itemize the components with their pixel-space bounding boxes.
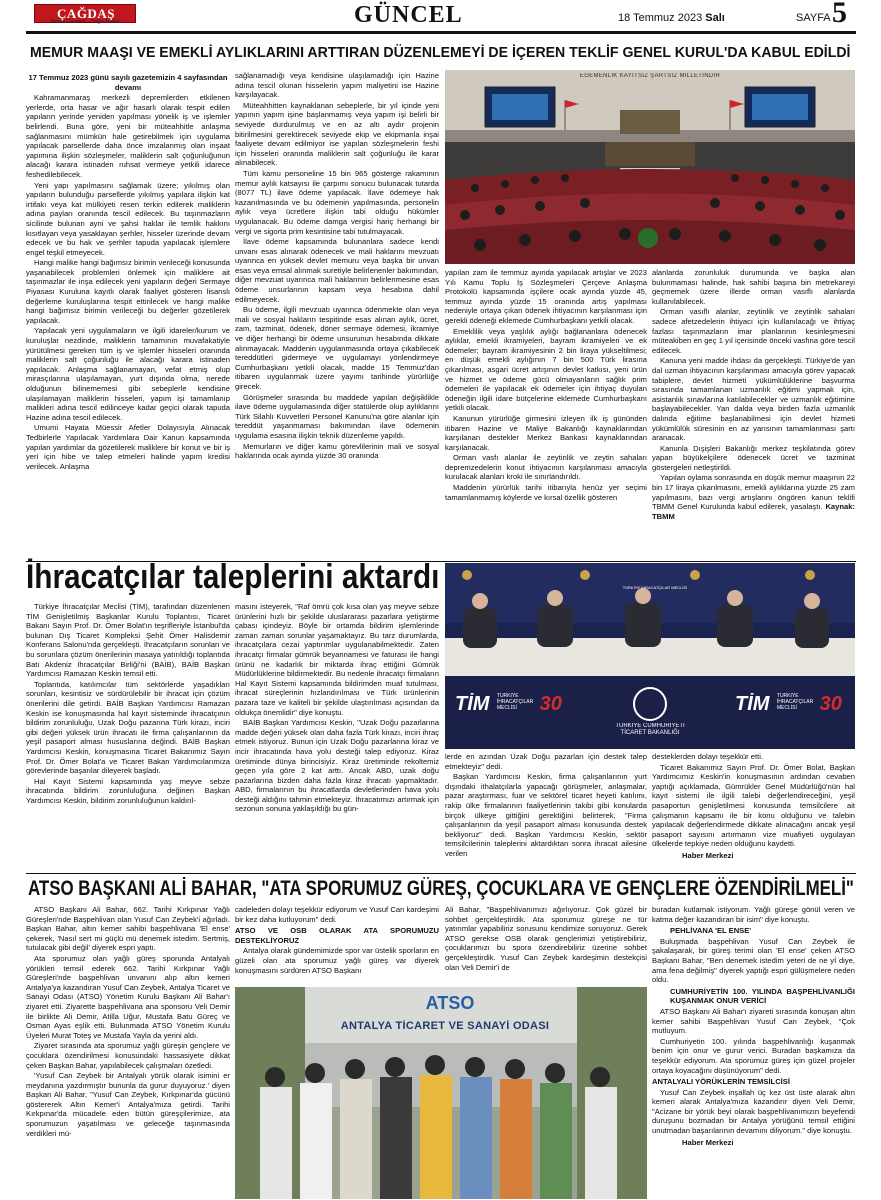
paragraph: Memurların ve diğer kamu görevlilerinin mali ve sosyal haklarında ocak ayında yüzde 30 oranında	[235, 441, 439, 461]
paragraph: 'Yusuf Can Zeybek bir Antalyalı yörük olarak isimini er meydanına yazdırmıştır bununla da gurur duyuyoruz.' diyen Başkan Ali Bahar, "Yusuf Can Zeybek, Kırkpınar'da gücünü göstererek Altın Kemer'i Antalya'mıza getirdi. Tarihi Kırkpınar'da mücadele eden bütün güreşçilerimize, ata sporumuzun yaşatılması ve geleceğe taşınmasında verdikleri mü-	[26, 1071, 230, 1138]
article3-col3	[445, 905, 647, 985]
tim-banner-top: TÜRKİYE İHRACATÇILAR MECLİSİ	[622, 585, 688, 590]
paragraph: Orman vasfı alanlar ile zeytinlik ve zeytin sahaları depremzedelerin konut ihtiyacının karşılanması amacıyla kurulacak alanları kroki ile sınırlandırıldı.	[445, 453, 647, 482]
parliament-banner: EGEMENLİK KAYITSIZ ŞARTSIZ MİLLETİNDİR	[579, 73, 721, 79]
paragraph: Görüşmeler sırasında bu maddede yapılan değişiklikle ilave ödeme uygulamasında diğer statülerde olup aylıklarını Türk Silahlı Kuvvetleri Personel Kanunu'na göre alanlar için tereddüt yaşanmaması bakımından ilave ödemenin uygulama esasına ilişkin teknik düzenleme yapıldı.	[235, 392, 439, 440]
logo-tagline: Burdur Gazetesi - Doğru Haber	[50, 19, 120, 25]
date-day: 18 Temmuz 2023	[618, 12, 703, 24]
article2-source: Haber Merkezi	[682, 850, 734, 860]
article2-headline: İhracatçılar taleplerini aktardı	[26, 558, 440, 596]
logo-text: ÇAĞDAŞ	[57, 6, 115, 21]
ministry-caption: TÜRKİYE CUMHURİYETİ TİCARET BAKANLIĞI	[615, 723, 685, 736]
paragraph: BAİB Başkan Yardımcısı Keskin, "Uzak Doğu pazarlarına madde değeri yüksek olan daha fazla Türk kirazı, inciri ihraç etmek istiyoruz. Bunun için Uzak Doğu pazarlarına kiraz ve incir ihracatında hava yolu desteği talep ediyoruz. Kiraz üretiminde dünya birincisiyiz. Kiraz üretiminde rekoltemiz geçen yıla göre 2 kat arttı. Ancak ABD, uzak doğu pazarlarına bizden daha fazla kiraz ihracatı yapmaktadır. ABD, firmalarının bu ihracatlarda devletlerinden hava yolu desteği aldığını tahmin etmekteyiz. İhracatımızı artırmak için sezonun sonuna yaklaşıldığı bu gün-	[235, 718, 439, 814]
paragraph: buradan kutlamak istiyorum. Yağlı güreşe gönül veren ve katma değer kazandıran bir isim" diye konuştu.	[652, 905, 855, 924]
article3-subheading: CUMHURİYETİN 100. YILINDA BAŞPEHLİVANLIĞI KUŞANMAK ONUR VERİCİ	[670, 986, 855, 1006]
tim-logo-caption: TÜRKİYE İHRACATÇILAR MECLİSİ	[496, 693, 534, 711]
paragraph: masını isteyerek, "Raf ömrü çok kısa olan yaş meyve sebze ürünlerini hızlı bir şekilde uluslararası pazarlara yetiştirme çabası içindeyiz. Böyle bir ortamda bildirim işlemlerinde zaman zaman sorunlar yaşamaktayız. Bu tarz durumlarda, ihracatçılara cezai yaptırımlar uygulanabilmektedir. Zaten ihracatçı firmalar gümrük beyannamesi ve faturası ile hangi ürünü ne kadarlık bir miktarda ihraç ettiğini Gümrük Müdürlüklerine bildirmektedir. Bu nedenle ihracatçı firmaların Hal Kayıt Sistemi kapsamında bildirimden muaf tutulması, ihracat süreçlerinin hızlandırılması ve Türk ürünlerinin pazara taze ve kaliteli bir şekilde ulaştırılması açısından da oldukça önemlidir" diye konuştu.	[235, 602, 439, 717]
article3-headline: ATSO BAŞKANI ALİ BAHAR, "ATA SPORUMUZ GÜREŞ, ÇOCUKLARA VE GENÇLERE ÖZENDİRİLMELİ"	[28, 877, 854, 900]
article1-col2	[235, 71, 439, 559]
paragraph: lerde en azından Uzak Doğu pazarları için destek talep etmekteyiz" dedi.	[445, 752, 647, 771]
paragraph: Müteahhitten kaynaklanan sebeplerle, bir yıl içinde yeni yapının yapım işine başlanmamış veya yapım işi belirli bir seviyede durdurulmuş ve en az altı aydır projenin bitirilmesini gerektirecek seviyede ekip ve ekipmanla inşai faaliyete devam edilmiyor ise yapılan sözleşmelerin feshi için hisseleri oranında maliklerin salt çoğunluğu ile karar alınabilecek.	[235, 100, 439, 168]
paragraph: Umumi Hayata Müessir Afetler Dolayısıyla Alınacak Tedbirlerle Yapılacak Yardımlara Dair Kanun kapsamında yapılan yardımlar da gözetilerek maliklere bir konut ve bir iş yeri için hibe ve talep etmeleri halinde yapım kredisi verilecek. Anlaşma	[26, 423, 230, 471]
parliament-illustration	[445, 70, 855, 264]
paragraph: Ata sporumuz olan yağlı güreş sporunda Antalyalı yörükleri temsil ederek 662. Tarihi Kırkpınar Yağlı Güreşleri'nde başpehlivan unvanını alıp altın kemeri Antalya'ya kazandıran Yusuf Can Zeybek, Antalya Ticaret ve Sanayi Odası (ATSO) Yönetim Kurulu Başkanı Ali Bahar'ı ziyaret etti. Ziyarette başpehlivana ana sponsoru Veli Demir ile birlikte Ali Demir, Atilla Uğur, Mustafa Batu Güreç ve Osman Ayas eşlik etti. Bulunmada ATSO Yönetim Kurulu Üyeleri Murat Toteş ve Mustafa Yayla da yerini aldı.	[26, 953, 230, 1040]
tim-meeting-photo	[445, 563, 855, 749]
article2-col2	[235, 602, 439, 870]
atso-group-illustration	[235, 987, 647, 1199]
tim-logo-text: TİM	[735, 693, 770, 715]
article3-subheading: PEHLİVANA 'EL ENSE'	[670, 926, 752, 936]
paragraph: Hal Kayıt Sistemi kapsamında yaş meyve sebze ihracatında bildirim zorunluluğuna değinen Başkan Yardımcısı Keskin, bildirim zorunluluğunun kaldırıl-	[26, 776, 230, 805]
atso-visit-photo	[235, 987, 647, 1199]
article1-col4	[652, 268, 855, 559]
article1-lead: 17 Temmuz 2023 günü sayılı gazetemizin 4 sayfasından devamı	[28, 73, 228, 92]
paragraph: Hangi malike hangi bağımsız birimin verileceği konusunda yaşanabilecek problemleri önlemek için maliklere ait taşınmazlar ile inşa edilecek yeni yapıların değeri Sermaye Piyasası Kuruluna kayıtlı olarak faaliyet gösteren lisanslı değerleme kuruluşlarına tespit ettirilecek ve hangi malike hangi bağımsız birimin verileceği bu değerler gözetilerek yapılacak.	[26, 258, 230, 325]
paragraph: Yeni yapı yapılmasını sağlamak üzere; yıkılmış olan yapıların bulunduğu parsellerde yıkılmış yapılara ilişkin kat irtifakı veya kat mülkiyeti resen terkin edilerek maliklerin adına payları oranında tescil edilecek. Bu taşınmazların sicilinde bulunan ayni ve şahsi haklar ile temlik hakkını kısıtlayan veya yasaklayan şerhler, hisseler üzerinde devam edecek ve bu hak ve şerhler tapuda yapılacak işlemlere engel teşkil etmeyecek.	[26, 180, 230, 257]
paragraph: Emeklilik veya yaşlılık aylığı bağlananlara ödenecek aylıklar, emekli ikramiyeleri, bayram ikramiyeleri ve ek ödemeler; bayram ikramiyesinin 2 bin liraya yükseltilmesi; en düşük emekli aylığının 7 bin 500 Türk lirasına çıkarılması, asgari ücret artışının devlet katkısı, yeni ürün ve hizmet ve ödeme gücü olmayanların sağlık prim ödemeleri ile yapılacak ek ödemeler için ihtiyaç duyulan ödeneğin ilgili idare bütçelerine eklemede Cumhurbaşkanı yetkili olacak.	[445, 326, 647, 413]
section-title: GÜNCEL	[354, 2, 463, 28]
tim-logo-right	[735, 693, 855, 733]
article3-source: Haber Merkezi	[682, 1137, 734, 1147]
article3-col2	[235, 905, 439, 985]
tim-logo-caption: TÜRKİYE İHRACATÇILAR MECLİSİ	[776, 693, 814, 711]
tim-logo-text: TİM	[455, 693, 490, 715]
atso-sign-text: ANTALYA TİCARET VE SANAYİ ODASI	[340, 1020, 550, 1032]
masthead-rule	[26, 31, 856, 34]
tim-logo-left	[455, 693, 575, 733]
paragraph: Ziyaret sırasında ata sporumuz yağlı güreşin gençlere ve çocuklara özendirilmesi konusundaki hassasiyete dikkat çeken Başkan Bahar, yapılabilecek çalışmaları özetledi.	[26, 1041, 230, 1070]
paragraph: Ali Bahar, "Başpehlivanımızı ağırlıyoruz. Çok güzel bir sohbet gerçekleştirdik. Ata sporumuz güreşe ne tür yatırımlar yapabiliriz sorusunu kendimize soruyoruz. Gerek ATSO gerekse OSB olarak gençlerimizi yetiştirebiliriz, çocuklarımızı bu spora özendirebiliriz üzerine sohbet gerçekleştirdik. Yusuf Can Zeybek kardeşimin destekçisi olan Veli Demir'i de	[445, 905, 647, 972]
atso-sign-logo: ATSO	[425, 993, 475, 1013]
article3-subheading: ATSO VE OSB OLARAK ATA SPORUMUZU DESTEKLİYORUZ	[235, 926, 439, 945]
paragraph: cadeleden dolayı teşekkür ediyorum ve Yusuf Can kardeşimi bir kez daha kutluyorum" dedi.	[235, 905, 439, 924]
paragraph: sağlanamadığı veya kendisine ulaşılamadığı için Hazine adına tescil olunan hisselerin yapım maliyetini ise Hazine karşılayacak.	[235, 71, 439, 100]
paragraph: Orman vasıflı alanlar, zeytinlik ve zeytinlik sahaları sadece afetzedelerin ihtiyacı için kullanılacağı ve ihtiyaç fazlası taşınmazların imar planlarının kesinleşmesini müteakiben en geç 1 yıl içerisinde önceki vasfına göre tescil edilecek.	[652, 307, 855, 355]
paragraph: alanlarda zorunluluk durumunda ve başka alan bulunmaması halinde, hak sahibi başına bin metrekareyi geçmemek üzere illerde orman vasıflı alanlarda kullanılabilecek.	[652, 268, 855, 306]
paragraph: Ticaret Bakanımız Sayın Prof. Dr. Ömer Bolat, Başkan Yardımcımız Keskin'in konuşmasının ardından cevaben yaptığı açıklamada, Gümrükler Genel Müdürlüğü'nün hal kayıt sistemi ile ilgili talebi değerlendireceğini, yeşil pasaportun genişletilmesi konusunda temsilcilere ait çalışmanın kapsamı ile bir konu olduğunu ve talebin yapılacak değerlendirmede dikkate alınacağını ancak yeşil pasaport sayısını artırmanın vize muafiyeti uygulayan ülkelerde tepkiye neden olduğunu kaydetti.	[652, 762, 855, 849]
paragraph: yapılan zam ile temmuz ayında yapılacak artışlar ve 2023 Yılı Kamu Toplu İş Sözleşmeleri Çerçeve Anlaşma Protokolü kapsamında işçilere ocak ayında yüzde 45, temmuz ayında yüzde 15 oranında artış yapılması nedeniyle ortaya çıkan ödenek ihtiyacının karşılanması için gerekli ödeneği eklemede Cumhurbaşkanı yetkili olacak.	[445, 268, 647, 325]
paragraph: Cumhuriyetin 100. yılında başpehlivanlığı kuşanmak benim için onur ve gurur verici. Buradan başkamıza da teşekkür ediyorum. Ata sporumuz güreş için güzel projeler ortaya koyacağını düşünüyorum" dedi.	[652, 1036, 855, 1075]
article3-col1	[26, 905, 230, 1198]
article1-col3	[445, 268, 647, 559]
paragraph-text: Yapılan oylama sonrasında en düşük memur maaşının 22 bin 17 liraya çıkarılmasını, emekli aylıklarına yüzde 25 zam yapılmasını, bazı vergi artışlarını öngören kanun teklifi TBMM Genel Kurulunda kabul edilerek, yasalaştı.	[652, 473, 855, 512]
paragraph: Yapılacak yeni uygulamaların ve ilgili idareler/kurum ve kuruluşlar nezdinde, maliklerin tamamının muvafakatiyle yürütülmesi gereken tüm iş ve işlemler hisseleri oranında maliklerin salt çoğunluğu ile alacağı karara istinaden yapılacak. Anlaşma sağlanamayan, vefat etmiş olup mirasçılarına ulaşılamayan, yurt dışında olma, nerede olduğunun bilinememesi gibi sebeplerle kendisine ulaşılamayan maliklerin hisseleri, yapım işi tamamlanıp malikleri adına tescil edilinceye kadar geçici olarak tapuda Hazine adına tescil edilecek.	[26, 326, 230, 422]
paragraph: Kanunun yürürlüğe girmesini izleyen ilk iş gününden itibaren Hazine ve Maliye Bakanlığı kaynaklarından karşılanan destekler Merkez Bankası kaynaklarından karşılanacak.	[445, 413, 647, 452]
divider	[26, 873, 856, 874]
paragraph: Türkiye İhracatçılar Meclisi (TİM), tarafından düzenlenen TİM Genişletilmiş Başkanlar Kurulu Toplantısı, Ticaret Bakanı Sayın Prof. Dr. Ömer Bolat'ın teşrifleriyle İstanbul'da bulunan Dış Ticaret Kompleksi Şehit Ömer Halisdemir Konferans Salonu'nda gerçekleşti. İhracatçıların sorunları ve bu sorunlara çözüm önerilerinin masaya yatırıldığı toplantıda Batı Akdeniz İhracatçılar Birliği'ni (BAİB), BAİB Başkan Yardımcısı Ramazan Keskin temsil etti.	[26, 602, 230, 679]
tim-30-badge: 30	[819, 693, 842, 715]
paragraph: Kahramanmaraş merkezli depremlerden etkilenen yerlerde, orta hasar ve ağır hasarlı olarak tespit edilen yapıların yerinde yeniden yapılması yönelik iş ve işlemler belirlendi. Buna göre, yeni bir müteahhitle anlaşma sağlanmasını mümkün hale getirebilmek için uygulama yapılacak parsellerde daha önce imzalanmış olan inşaat yapımına ilişkin sözleşmeler, maliklerin salt çoğunluğunun alacağı karara istinaden ruhsat vermeye yetkili idarece feshedilebilecek.	[26, 93, 230, 179]
paragraph	[652, 473, 855, 521]
tim-30-badge: 30	[539, 693, 562, 715]
article1-col1	[26, 71, 230, 559]
paragraph: İlave ödeme kapsamında bulunanlara sadece kendi unvanı esas alınarak ödenecek ve mali haklarını mevzuatı uyarınca en yüksek devlet memuru veya başka bir unvan esas veya emsal alınmak suretiyle belirlenenler bakımından, diğer mevzuat uyarınca mali haklarının belirlenmesine esas ödeme unsurlarının kapsam veya hesabına dahil edilmeyecek.	[235, 237, 439, 304]
paragraph: Maddenin yürürlük tarihi itibarıyla henüz yer seçimi tamamlanmamış köylerde ve kırsal özellik gösteren	[445, 483, 647, 502]
paragraph: Buluşmada başpehlivan Yusuf Can Zeybek ile şakalaşarak, bir güreş terimi olan 'El ense' çeken ATSO Başkanı Bahar, "Ben denemek istedim yeteri de ne yİ diye, ama fena değilmiş" diyerek yaptığı espri gülüşmelere neden oldu.	[652, 936, 855, 985]
ministry-emblem	[633, 687, 667, 721]
article1-source: Kaynak: TBMM	[652, 502, 855, 521]
page-label: SAYFA	[796, 12, 831, 24]
paragraph: Başkan Yardımcısı Keskin, firma çalışanlarının yurt dışındaki ithalatçılarla yapacağı görüşmeler, anlaşmalar, pazar araştırması, fuar ve sektörel ticaret heyeti katılımı, rakip ülke firmalarının faaliyetlerinin takibi gibi konularda birçok ülkeye gittiğini gerektiğini belirterek, "Firma çalışanlarının da yeşil pasaport alması konusunda destek bekliyoruz" dedi. Başkan Yardımcısı Keskin, sektör temsilcilerinin taleplerini aktardıktan sonra ihracat ailesine verilen	[445, 772, 647, 858]
paragraph: Kanuna yeni madde ihdası da gerçekleşti. Türkiye'de yan dal uzman ihtiyacının karşılanması amacıyla görev yapacak tabiplere, devlet hizmeti yükümlülüklerine başvurma sırasında tamamlanan uzmanlık eğitimi yapmak için, asistanlık sınavlarına katılabilecekler ve uzmanlık eğitimine başlayabilecekler. Yan dalda veya birden fazla uzmanlık dalında eğitime başlanabilmesi için devlet hizmeti yükümlülük süresinin en az yarısının tamamlanması şartı aranacak.	[652, 356, 855, 443]
page-number: 5	[832, 0, 847, 29]
paragraph: Toplantıda, katılımcılar tüm sektörlerde yaşadıkları sorunları, kesintisiz ve sürdürülebilir bir ihracat için çözüm önerilerini dile getirdi. BAİB Başkan Yardımcısı Ramazan Keskin ise konuşmasında hal kayıt sisteminde ihracatçının bildirim zorunluluğu, Uzak Doğu pazarına Türk kirazı, inciri gibi değeri yüksek ürün ihracatı ile firma çalışanlarının da yeşil pasaport alması hususlarına değindi. BAİB Başkan Yardımcısı Keskin, konuşmasına Ticaret Bakanımız Sayın Prof. Dr. Ömer Bolat'a ve Ticaret Bakan Yardımcılarımıza görevlerinde başarılar dileyerek başladı.	[26, 679, 230, 776]
article2-col3	[445, 752, 647, 870]
article3-col4	[652, 905, 855, 1198]
article3-subheading: ANTALYALI YÖRÜKLERİN TEMSİLCİSİ	[652, 1077, 790, 1087]
article2-col4	[652, 752, 855, 870]
paragraph: Bu ödeme, ilgili mevzuatı uyarınca ödenmekte olan veya mali ve sosyal hakların tespitinde esas alınan aylık, ücret, zam, tazminat, ödenek, döner sermaye ödemesi, ikramiye ve diğer herhangi bir ödeme unsurunun hesabında dikkate alınmayacak. Maddenin uygulanmasında ortaya çıkabilecek tereddütleri gidermeye ve uygulamayı yönlendirmeye Cumhurbaşkanı yetkili olacak, madde 15 Temmuz'dan itibaren uygulanmak üzere yayımı tarihinde yürürlüğe girecek.	[235, 305, 439, 391]
article1-headline: MEMUR MAAŞI VE EMEKLİ AYLIKLARINI ARTTIRAN DÜZENLEMEYİ DE İÇEREN TEKLİF GENEL KURUL'DA KABUL EDİLDİ	[30, 44, 851, 61]
paragraph: ATSO Başkanı Ali Bahar'ı ziyareti sırasında konuşan altın kemer sahibi Başpehlivan Yusuf Can Zeybek, "Çok mutluyum.	[652, 1006, 855, 1036]
paragraph: Yusuf Can Zeybek inşallah üç kez üst üste alarak altın kemeri alarak Antalya'mıza kazandırır diyen Veli Demir, "Acizane bir yörük beyi olarak başpehlivanımızın beyefendi duruşunu bozmadan bir Antalya yörüğünü temsil ettiğini unutmadan başarılarının devamını diliyorum." diye konuştu.	[652, 1087, 855, 1136]
article2-col1	[26, 602, 230, 870]
paragraph: Kanunla Dışişleri Bakanlığı merkez teşkilatında görev yapan büyükelçilere ödenecek ücret ve tazminat göstergeleri netleştirildi.	[652, 443, 855, 472]
paragraph: desteklerden dolayı teşekkür etti.	[652, 752, 764, 761]
issue-date	[618, 12, 725, 24]
parliament-photo	[445, 70, 855, 264]
paragraph: Tüm kamu personeline 15 bin 965 gösterge rakamının memur aylık katsayısı ile çarpımı sonucu bulunacak tutarda (8077 TL) ilave ödeme yapılacak. İlave ödemeye hak kazanılmasında ve bu ödemenin yapılmasında, personelin aylık veya ücretlere ilişkin tabi olduğu hükümler uygulanacak. Bu ödeme damga vergisi hariç herhangi bir vergi ve sigorta prim kesintisine tabi tutulmayacak.	[235, 168, 439, 236]
paragraph: Antalya olarak gündemimizde spor var üstelik sporların en güzeli olan ata sporumuz yağlı güreş var diyerek konuşmasını sürdüren ATSO Başkanı	[235, 946, 439, 975]
date-weekday: Salı	[705, 12, 725, 24]
paragraph: ATSO Başkanı Ali Bahar, 662. Tarihi Kırkpınar Yağlı Güreşleri'nde Başpehlivan olan Yusuf Can Zeybek'i ağırladı. Başkan Bahar, altın kemer sahibi başpehlivana 'El ense' çekerek, 'Nasıl sert mi güçlü mü denemek istedim. Sertmiş, tutulacak gibi değil' diyerek espri yaptı.	[26, 905, 230, 953]
